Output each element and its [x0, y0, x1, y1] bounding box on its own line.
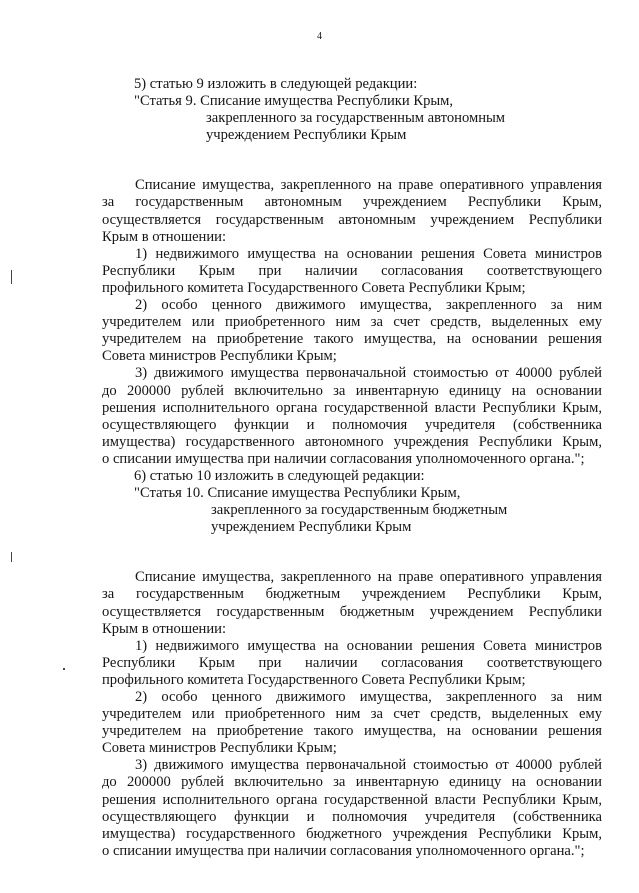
article-9-text-line: учредителем на приобретение такого имущества, на основании решения	[102, 331, 602, 348]
article-9-title-line: учреждением Республики Крым	[206, 127, 407, 144]
article-9-text-line: 2) особо ценного движимого имущества, закрепленного за ним	[135, 297, 602, 314]
article-10-text-line: 2) особо ценного движимого имущества, закрепленного за ним	[135, 689, 602, 705]
scan-mark	[11, 552, 12, 562]
article-10-text-line: о списании имущества при наличии согласования уполномоченного органа.";	[102, 842, 585, 859]
article-10-text-line: Республики Крым при наличии согласования соответствующего	[102, 654, 602, 671]
article-9-text-line: осуществляется государственным автономным учреждением Республики	[102, 211, 602, 228]
article-10-text-line: учредителем или приобретенного ним за счет средств, выделенных ему	[102, 706, 602, 723]
article-9-text-line: о списании имущества при наличии согласования уполномоченного органа.";	[102, 450, 585, 467]
article-10-text-line: осуществляющего функции и полномочия учредителя (собственника	[102, 808, 602, 825]
article-10-text-line: решения исполнительного органа государственной власти Республики Крым,	[102, 791, 602, 808]
scan-mark	[11, 270, 12, 284]
article-10-text-line: профильного комитета Государственного Совета Республики Крым;	[102, 671, 526, 688]
article-10-title-line: закрепленного за государственным бюджетным	[211, 502, 508, 519]
article-9-text-line: за государственным автономным учреждением Республики Крым,	[102, 194, 602, 211]
article-9-text-line: имущества) государственного автономного учреждения Республики Крым,	[102, 433, 602, 450]
article-9-text-line: Списание имущества, закрепленного на праве оперативного управления	[135, 177, 602, 194]
page-number: 4	[317, 31, 322, 42]
article-9-text-line: решения исполнительного органа государственной власти Республики Крым,	[102, 399, 602, 416]
article-10-text-line: Крым в отношении:	[102, 620, 227, 637]
article-10-text-line: за государственным бюджетным учреждением Республики Крым,	[102, 586, 602, 603]
article-9-text-line: учредителем или приобретенного ним за счет средств, выделенных ему	[102, 314, 602, 331]
article-10-text-line: имущества) государственного бюджетного учреждения Республики Крым,	[102, 825, 602, 842]
article-9-text-line: Крым в отношении:	[102, 228, 227, 245]
article-9-title-line: закрепленного за государственным автономным	[206, 110, 506, 127]
article-9-text-line: осуществляющего функции и полномочия учредителя (собственника	[102, 416, 602, 433]
article-10-text-line: Совета министров Республики Крым;	[102, 740, 337, 757]
amendment-5-intro: 5) статью 9 изложить в следующей редакции:	[134, 76, 418, 92]
article-9-text-line: 3) движимого имущества первоначальной стоимостью от 40000 рублей	[135, 365, 602, 382]
article-9-text-line: до 200000 рублей включительно за инвентарную единицу на основании	[102, 382, 602, 399]
article-10-text-line: 3) движимого имущества первоначальной стоимостью от 40000 рублей	[135, 757, 602, 774]
article-9-text-line: Совета министров Республики Крым;	[102, 348, 337, 365]
article-10-title-line: учреждением Республики Крым	[211, 519, 412, 536]
article-10-text-line: осуществляется государственным бюджетным учреждением Республики	[102, 603, 602, 620]
article-9-text-line: профильного комитета Государственного Совета Республики Крым;	[102, 279, 526, 296]
document-body	[102, 76, 602, 860]
article-10-text-line: Списание имущества, закрепленного на праве оперативного управления	[135, 569, 602, 586]
scan-mark	[63, 668, 65, 670]
article-10-text-line: до 200000 рублей включительно за инвентарную единицу на основании	[102, 774, 602, 791]
article-10-title-line: "Статья 10. Списание имущества Республики Крым,	[134, 485, 461, 502]
article-10-text-line: учредителем на приобретение такого имущества, на основании решения	[102, 723, 602, 740]
amendment-6-intro: 6) статью 10 изложить в следующей редакции:	[134, 467, 425, 484]
article-9-text-line: 1) недвижимого имущества на основании решения Совета министров	[135, 245, 602, 262]
article-9-title-line: "Статья 9. Списание имущества Республики Крым,	[134, 93, 454, 110]
article-9-text-line: Республики Крым при наличии согласования соответствующего	[102, 262, 602, 279]
article-10-text-line: 1) недвижимого имущества на основании решения Совета министров	[135, 637, 602, 654]
